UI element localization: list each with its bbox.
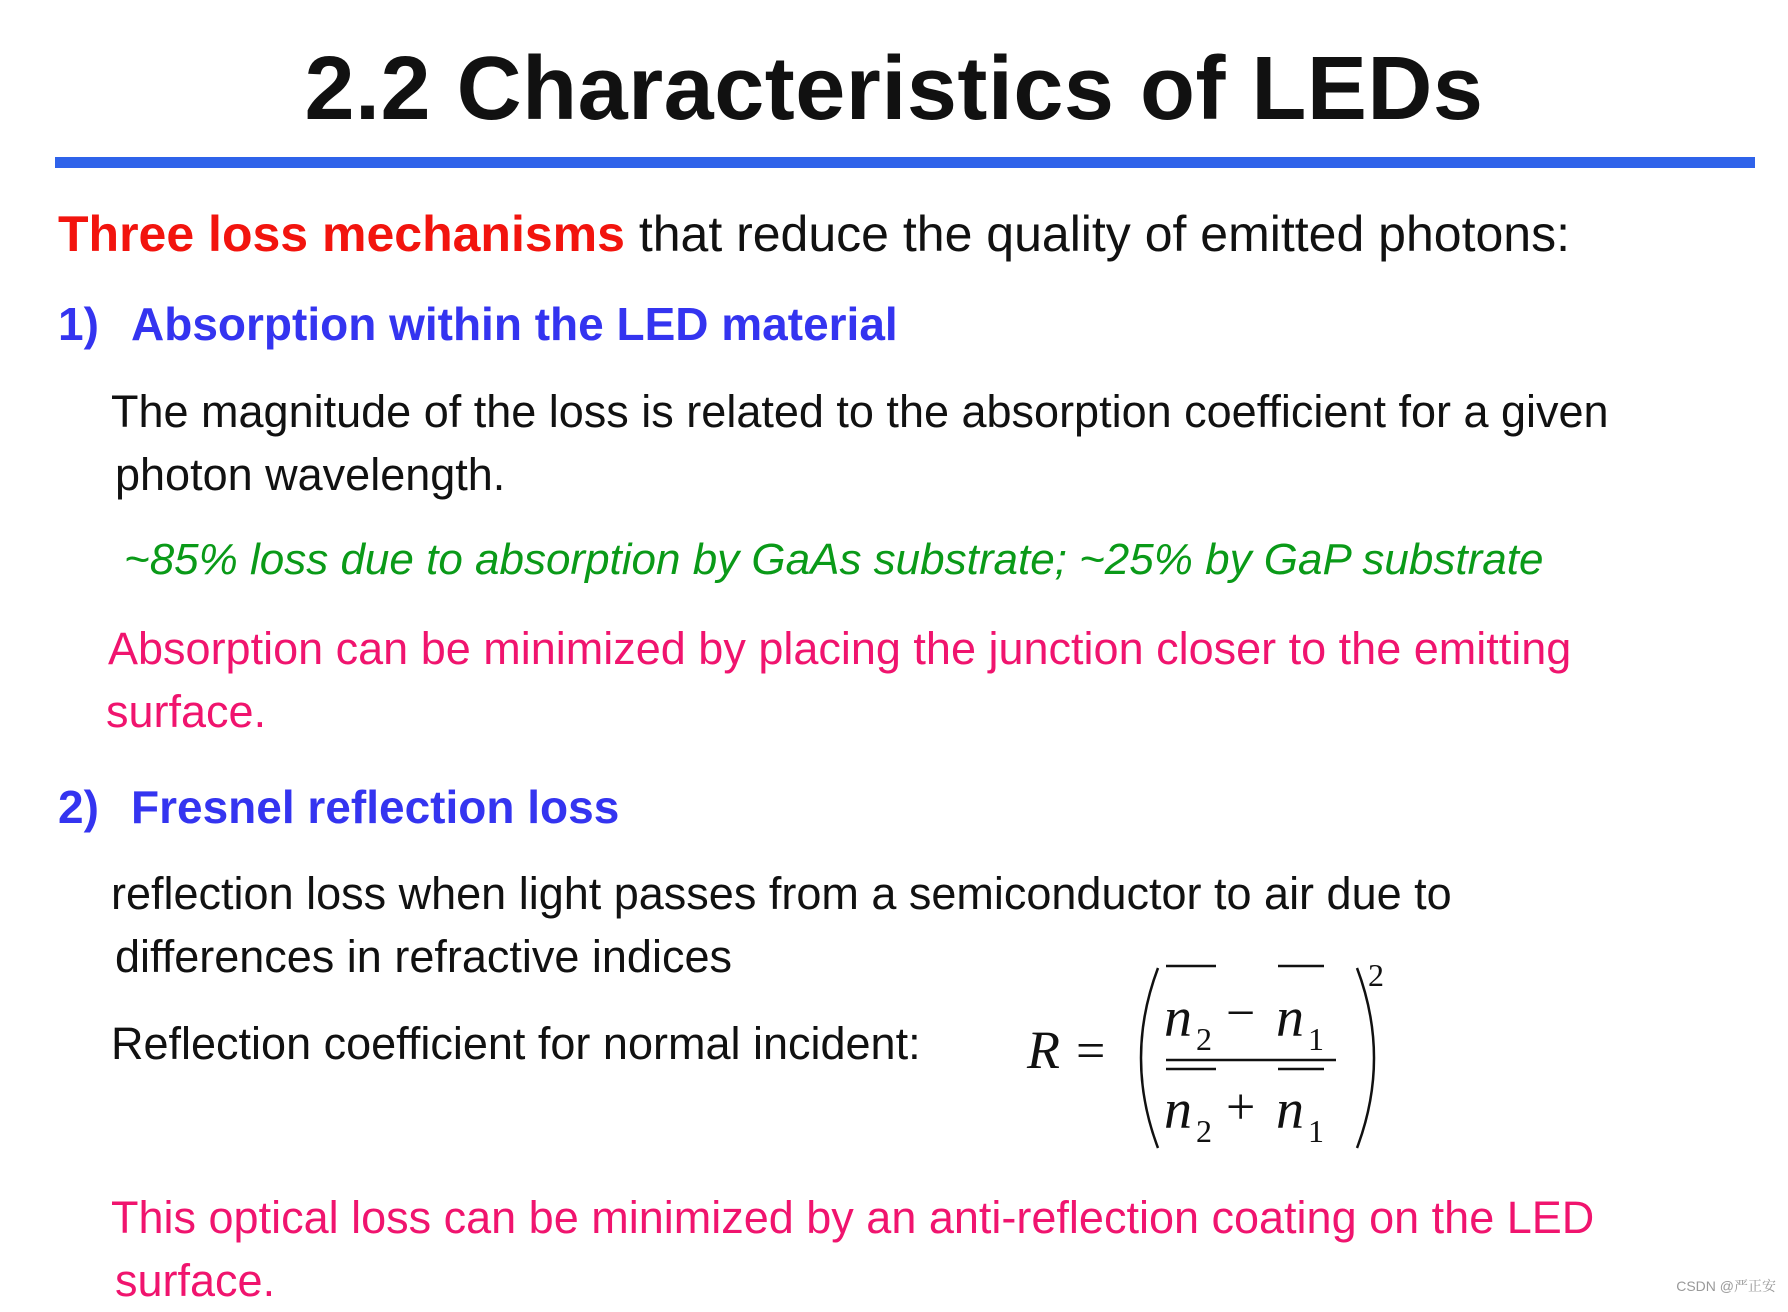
intro-highlight: Three loss mechanisms xyxy=(58,206,625,262)
section2-body-line1: reflection loss when light passes from a semiconductor to air due to xyxy=(111,868,1452,919)
numerator-n2: n xyxy=(1164,987,1192,1049)
intro-sentence xyxy=(58,205,1570,263)
numerator-sub2: 2 xyxy=(1196,1021,1212,1057)
section1-remedy-line1: Absorption can be minimized by placing the junction closer to the emitting xyxy=(108,623,1572,674)
numerator-minus: − xyxy=(1226,985,1256,1042)
denominator-n2: n xyxy=(1164,1079,1192,1141)
section1-heading-text: Absorption within the LED material xyxy=(131,298,898,350)
numerator-sub1: 1 xyxy=(1308,1021,1324,1057)
section2-heading-text: Fresnel reflection loss xyxy=(131,781,620,833)
denominator-plus: + xyxy=(1226,1079,1256,1136)
section2-remedy-line1: This optical loss can be minimized by an anti-reflection coating on the LED xyxy=(111,1192,1595,1243)
left-paren xyxy=(1141,968,1158,1148)
reflection-coefficient-formula xyxy=(1020,958,1400,1158)
section2-number: 2) xyxy=(58,781,99,833)
numerator-n1: n xyxy=(1276,987,1304,1049)
formula-equals: = xyxy=(1076,1023,1106,1080)
section1-note: ~85% loss due to absorption by GaAs substrate; ~25% by GaP substrate xyxy=(124,535,1544,584)
watermark: CSDN @严正安 xyxy=(1676,1278,1776,1294)
intro-rest: that reduce the quality of emitted photons: xyxy=(624,206,1570,262)
section1-body-line2: photon wavelength. xyxy=(115,449,506,500)
section1-remedy-line2: surface. xyxy=(106,686,267,737)
right-paren xyxy=(1357,968,1374,1148)
section1-body-line1: The magnitude of the loss is related to the absorption coefficient for a given xyxy=(111,386,1609,437)
coefficient-label: Reflection coefficient for normal incident: xyxy=(111,1018,921,1069)
section1-heading xyxy=(58,297,898,351)
section1-number: 1) xyxy=(58,298,99,350)
section2-body-line2: differences in refractive indices xyxy=(115,931,732,982)
slide-title: 2.2 Characteristics of LEDs xyxy=(304,39,1484,139)
denominator-sub1: 1 xyxy=(1308,1113,1324,1149)
formula-lhs: R xyxy=(1027,1020,1060,1080)
denominator-n1: n xyxy=(1276,1079,1304,1141)
formula-exponent: 2 xyxy=(1368,958,1384,993)
section1-body xyxy=(111,380,1609,506)
section1-remedy xyxy=(108,617,1571,743)
denominator-sub2: 2 xyxy=(1196,1113,1212,1149)
title-divider xyxy=(55,157,1755,168)
section2-remedy xyxy=(111,1186,1594,1312)
section2-heading xyxy=(58,780,619,834)
section2-remedy-line2: surface. xyxy=(115,1255,276,1306)
